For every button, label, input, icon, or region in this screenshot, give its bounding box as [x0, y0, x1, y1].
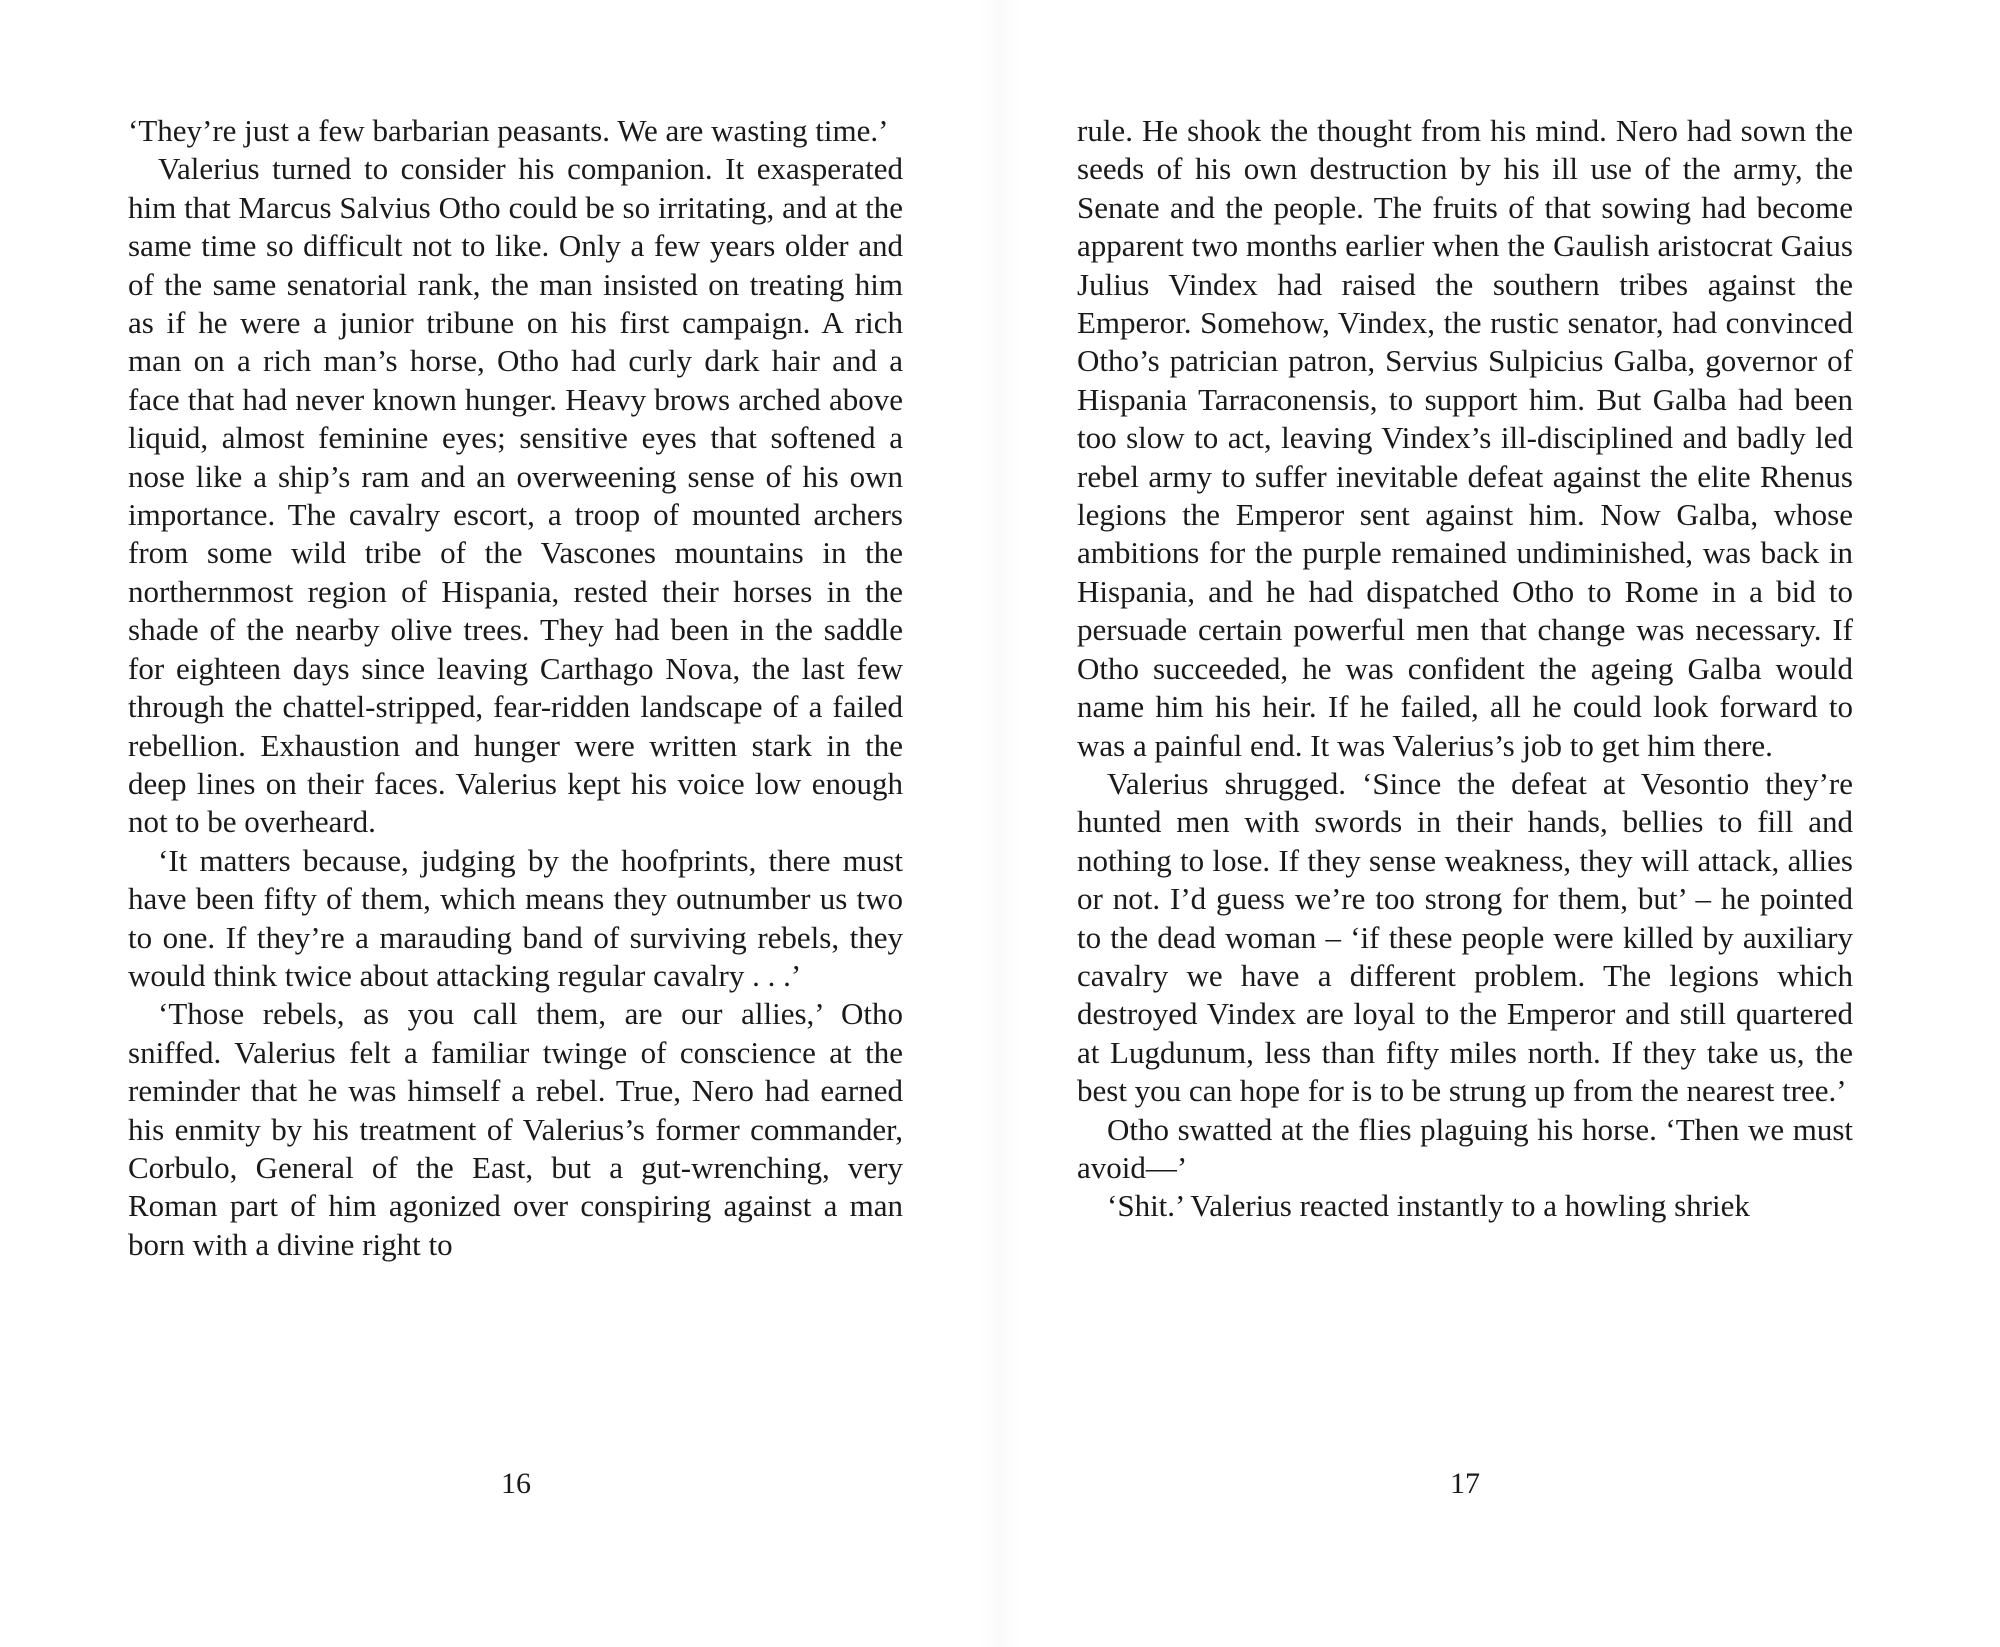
- paragraph: ‘They’re just a few barbarian peasants. We are wasting time.’: [128, 113, 889, 148]
- paragraph: ‘It matters because, judging by the hoofprints, there must have been fifty of them, which means they outnumber us two to one. If they’re a marauding band of surviving rebels, they would think twice about attacking regular cavalry . . .’: [128, 842, 903, 993]
- page-number-right: 17: [1450, 1467, 1480, 1500]
- paragraph: ‘Shit.’ Valerius reacted instantly to a howling shriek: [1107, 1188, 1750, 1224]
- left-page-text: [128, 112, 903, 1264]
- book-gutter: [980, 0, 1020, 1647]
- paragraph: Valerius shrugged. ‘Since the defeat at Vesontio they’re hunted men with swords in their hands, bellies to fill and nothing to lose. If they sense weakness, they will attack, allies or not. I’d guess we’re too strong for them, but’ – he pointed to the dead woman – ‘if these people were killed by auxiliary cavalry we have a different problem. The legions which destroyed Vindex are loyal to the Emperor and still quartered at Lugdunum, less than fifty miles north. If they take us, the best you can hope for is to be strung up from the nearest tree.’: [1077, 765, 1853, 1109]
- page-number-left: 16: [501, 1467, 531, 1500]
- paragraph: Otho swatted at the flies plaguing his horse. ‘Then we must avoid—’: [1077, 1111, 1853, 1185]
- paragraph: ‘Those rebels, as you call them, are our allies,’ Otho sniffed. Valerius felt a familiar twinge of conscience at the reminder that he was himself a rebel. True, Nero had earned his enmity by his treatment of Valerius’s former commander, Corbulo, General of the East, but a gut-wrenching, very Roman part of him agonized over conspiring against a man born with a divine right to: [128, 996, 903, 1262]
- left-page: [128, 112, 903, 1264]
- paragraph: rule. He shook the thought from his mind. Nero had sown the seeds of his own destruction by his ill use of the army, the Senate and the people. The fruits of that sowing had become apparent two months earlier when the Gaulish aristocrat Gaius Julius Vindex had raised the southern tribes against the Emperor. Somehow, Vindex, the rustic senator, had convinced Otho’s patrician patron, Servius Sulpicius Galba, governor of Hispania Tarraconensis, to support him. But Galba had been too slow to act, leaving Vindex’s ill-disciplined and badly led rebel army to suffer inevitable defeat against the elite Rhenus legions the Emperor sent against him. Now Galba, whose ambitions for the purple remained undiminished, was back in Hispania, and he had dispatched Otho to Rome in a bid to persuade certain powerful men that change was necessary. If Otho succeeded, he was confident the ageing Galba would name him his heir. If he failed, all he could look forward to was a painful end. It was Valerius’s job to get him there.: [1077, 113, 1853, 763]
- right-page: [1077, 112, 1853, 1226]
- paragraph: Valerius turned to consider his companion. It exasperated him that Marcus Salvius Otho could be so irritating, and at the same time so difficult not to like. Only a few years older and of the same senatorial rank, the man insisted on treating him as if he were a junior tribune on his first campaign. A rich man on a rich man’s horse, Otho had curly dark hair and a face that had never known hunger. Heavy brows arched above liquid, almost feminine eyes; sensitive eyes that softened a nose like a ship’s ram and an overweening sense of his own importance. The cavalry escort, a troop of mounted archers from some wild tribe of the Vascones mountains in the northernmost region of Hispania, rested their horses in the shade of the nearby olive trees. They had been in the saddle for eighteen days since leaving Carthago Nova, the last few through the chattel-stripped, fear-ridden landscape of a failed rebellion. Exhaustion and hunger were written stark in the deep lines on their faces. Valerius kept his voice low enough not to be overheard.: [128, 151, 903, 840]
- right-page-text: [1077, 112, 1853, 1226]
